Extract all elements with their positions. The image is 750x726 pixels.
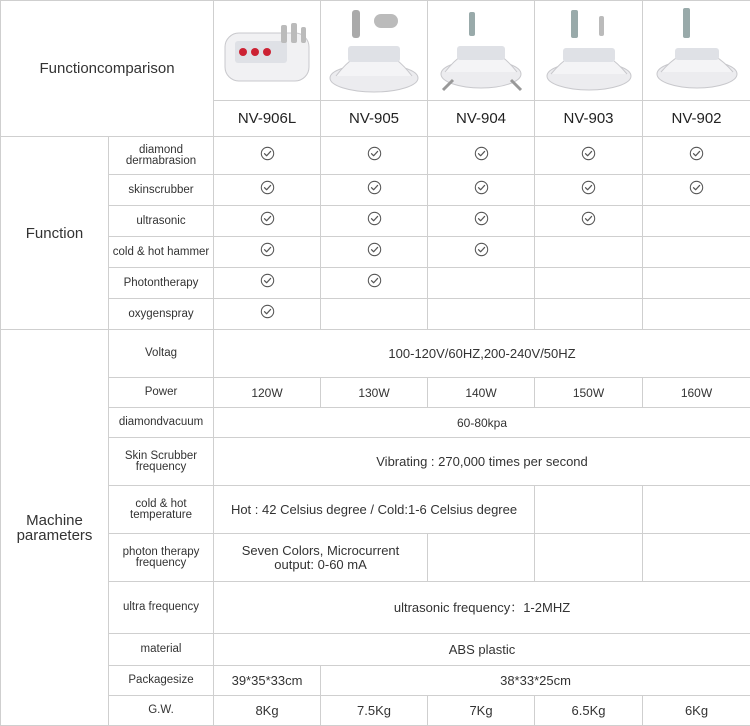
model-header: NV-903 [535,101,643,137]
function-cell [321,137,428,175]
product-image-nv-902 [643,1,750,101]
param-label-material: material [109,634,214,666]
machine-group-label: Machine parameters [1,330,109,726]
function-cell [321,206,428,237]
check-icon [260,146,275,161]
power-value: 120W [214,378,321,408]
power-value: 150W [535,378,643,408]
param-label-photon: photon therapy frequency [109,534,214,582]
model-header: NV-905 [321,101,428,137]
function-cell [214,175,321,206]
check-icon [260,242,275,257]
check-icon [367,180,382,195]
check-icon [367,242,382,257]
function-group-label: Function [1,137,109,330]
gw-value: 6Kg [643,696,750,726]
photon-value-line2: output: 0-60 mA [274,556,367,572]
check-icon [260,273,275,288]
function-cell [321,175,428,206]
power-value: 130W [321,378,428,408]
param-label-packagesize: Packagesize [109,666,214,696]
check-icon [367,146,382,161]
function-cell [643,299,750,330]
function-label: cold & hot hammer [109,237,214,268]
product-image-nv-906l [214,1,321,101]
gw-value: 7Kg [428,696,535,726]
gw-value: 6.5Kg [535,696,643,726]
product-image-nv-903 [535,1,643,101]
check-icon [689,180,704,195]
model-header: NV-902 [643,101,750,137]
function-label: skinscrubber [109,175,214,206]
param-label-scrubber: Skin Scrubber frequency [109,438,214,486]
function-row [1,237,750,268]
function-cell [643,175,750,206]
check-icon [367,211,382,226]
model-header: NV-904 [428,101,535,137]
function-cell [643,137,750,175]
function-cell [321,299,428,330]
scrubber-value: Vibrating : 270,000 times per second [214,438,750,486]
function-cell [214,137,321,175]
gw-value: 8Kg [214,696,321,726]
ultra-value: ultrasonic frequency：1-2MHZ [214,582,750,634]
photon-value-line1: Seven Colors, Microcurrent [241,542,400,558]
product-image-nv-904 [428,1,535,101]
check-icon [689,146,704,161]
packagesize-value: 39*35*33cm [214,666,321,696]
param-label-gw: G.W. [109,696,214,726]
function-cell [321,237,428,268]
photon-value [214,534,428,582]
function-cell [643,268,750,299]
function-cell [535,299,643,330]
function-cell [428,237,535,268]
param-label-ultra: ultra frequency [109,582,214,634]
function-cell [535,175,643,206]
temperature-value: Hot : 42 Celsius degree / Cold:1-6 Celsius degree [214,486,535,534]
check-icon [367,273,382,288]
check-icon [474,242,489,257]
vacuum-value: 60-80kpa [214,408,750,438]
table-title: Functioncomparison [1,1,214,137]
function-cell [643,206,750,237]
function-row [1,299,750,330]
param-label-vacuum: diamondvacuum [109,408,214,438]
function-cell [214,206,321,237]
function-row [1,137,750,175]
function-cell [428,137,535,175]
check-icon [474,146,489,161]
function-row [1,175,750,206]
function-label: Photontherapy [109,268,214,299]
check-icon [581,211,596,226]
function-cell [428,299,535,330]
function-cell [643,237,750,268]
check-icon [260,211,275,226]
gw-value: 7.5Kg [321,696,428,726]
function-cell [214,268,321,299]
function-cell [535,237,643,268]
model-header: NV-906L [214,101,321,137]
function-cell [535,268,643,299]
check-icon [260,304,275,319]
function-cell [321,268,428,299]
check-icon [581,180,596,195]
function-cell [214,299,321,330]
function-cell [428,206,535,237]
voltag-value: 100-120V/60HZ,200-240V/50HZ [214,330,750,378]
param-label-voltag: Voltag [109,330,214,378]
function-label: oxygenspray [109,299,214,330]
check-icon [260,180,275,195]
function-row [1,206,750,237]
check-icon [474,211,489,226]
material-value: ABS plastic [214,634,750,666]
function-cell [214,237,321,268]
function-cell [535,206,643,237]
function-row [1,268,750,299]
product-image-nv-905 [321,1,428,101]
check-icon [581,146,596,161]
function-cell [428,175,535,206]
check-icon [474,180,489,195]
power-value: 160W [643,378,750,408]
function-cell [428,268,535,299]
function-cell [535,137,643,175]
param-label-power: Power [109,378,214,408]
param-label-temperature: cold & hot temperature [109,486,214,534]
function-label: ultrasonic [109,206,214,237]
packagesize-value: 38*33*25cm [321,666,750,696]
function-label: diamond dermabrasion [109,137,214,175]
power-value: 140W [428,378,535,408]
